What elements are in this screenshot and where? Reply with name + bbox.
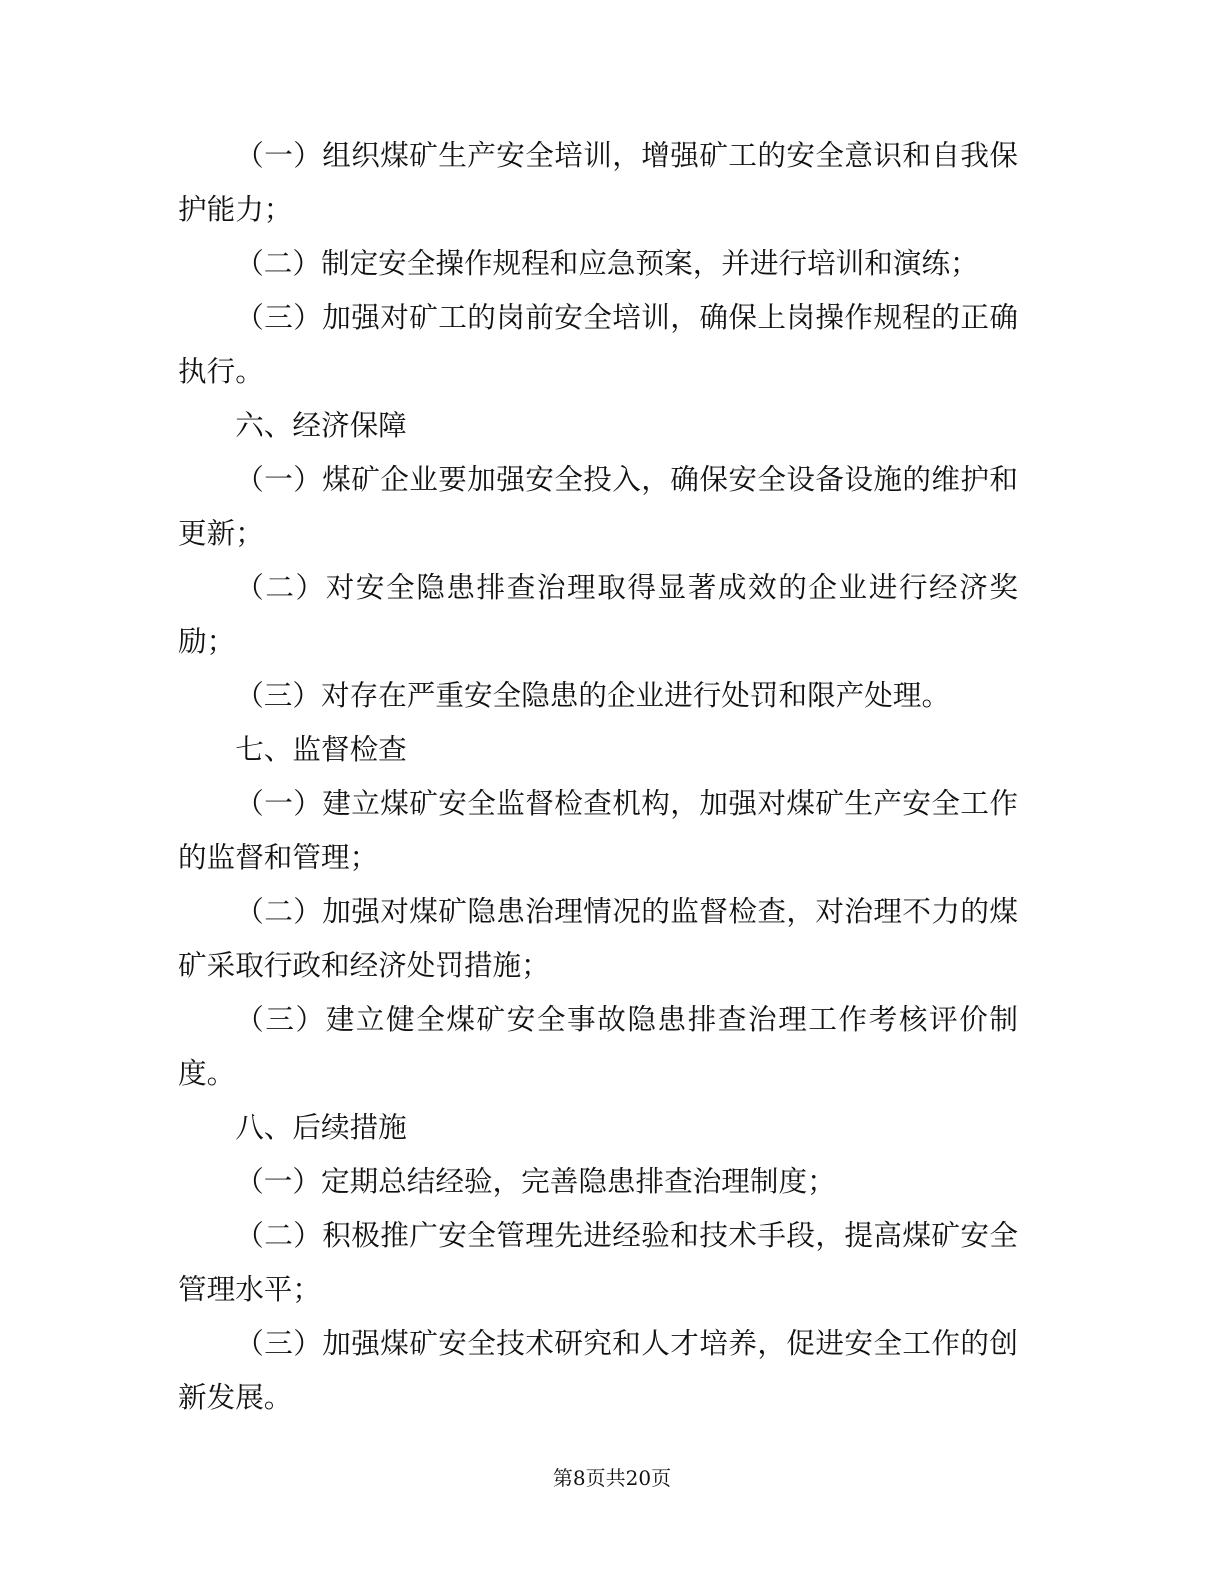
document-body xyxy=(178,128,1018,1424)
section-heading: 七、监督检查 xyxy=(235,732,407,766)
list-item: （二）制定安全操作规程和应急预案，并进行培训和演练； xyxy=(235,246,979,280)
list-item: （一）建立煤矿安全监督检查机构，加强对煤矿生产安全工作的监督和管理； xyxy=(178,786,1018,874)
list-item: （二）对安全隐患排查治理取得显著成效的企业进行经济奖励； xyxy=(178,570,1018,658)
list-item: （一）定期总结经验，完善隐患排查治理制度； xyxy=(235,1164,836,1198)
page-number-footer: 第8页共20页 xyxy=(552,1466,672,1490)
list-item: （三）建立健全煤矿安全事故隐患排查治理工作考核评价制度。 xyxy=(178,1002,1018,1090)
list-item: （一）煤矿企业要加强安全投入，确保安全设备设施的维护和更新； xyxy=(178,462,1018,550)
list-item: （三）加强对矿工的岗前安全培训，确保上岗操作规程的正确执行。 xyxy=(178,300,1018,388)
list-item: （三）加强煤矿安全技术研究和人才培养，促进安全工作的创新发展。 xyxy=(178,1326,1018,1414)
list-item: （三）对存在严重安全隐患的企业进行处罚和限产处理。 xyxy=(235,678,951,712)
section-heading: 八、后续措施 xyxy=(235,1110,407,1144)
section-heading: 六、经济保障 xyxy=(235,408,407,442)
list-item: （二）积极推广安全管理先进经验和技术手段，提高煤矿安全管理水平； xyxy=(178,1218,1018,1306)
list-item: （一）组织煤矿生产安全培训，增强矿工的安全意识和自我保护能力； xyxy=(178,138,1018,226)
list-item: （二）加强对煤矿隐患治理情况的监督检查，对治理不力的煤矿采取行政和经济处罚措施； xyxy=(178,894,1018,982)
